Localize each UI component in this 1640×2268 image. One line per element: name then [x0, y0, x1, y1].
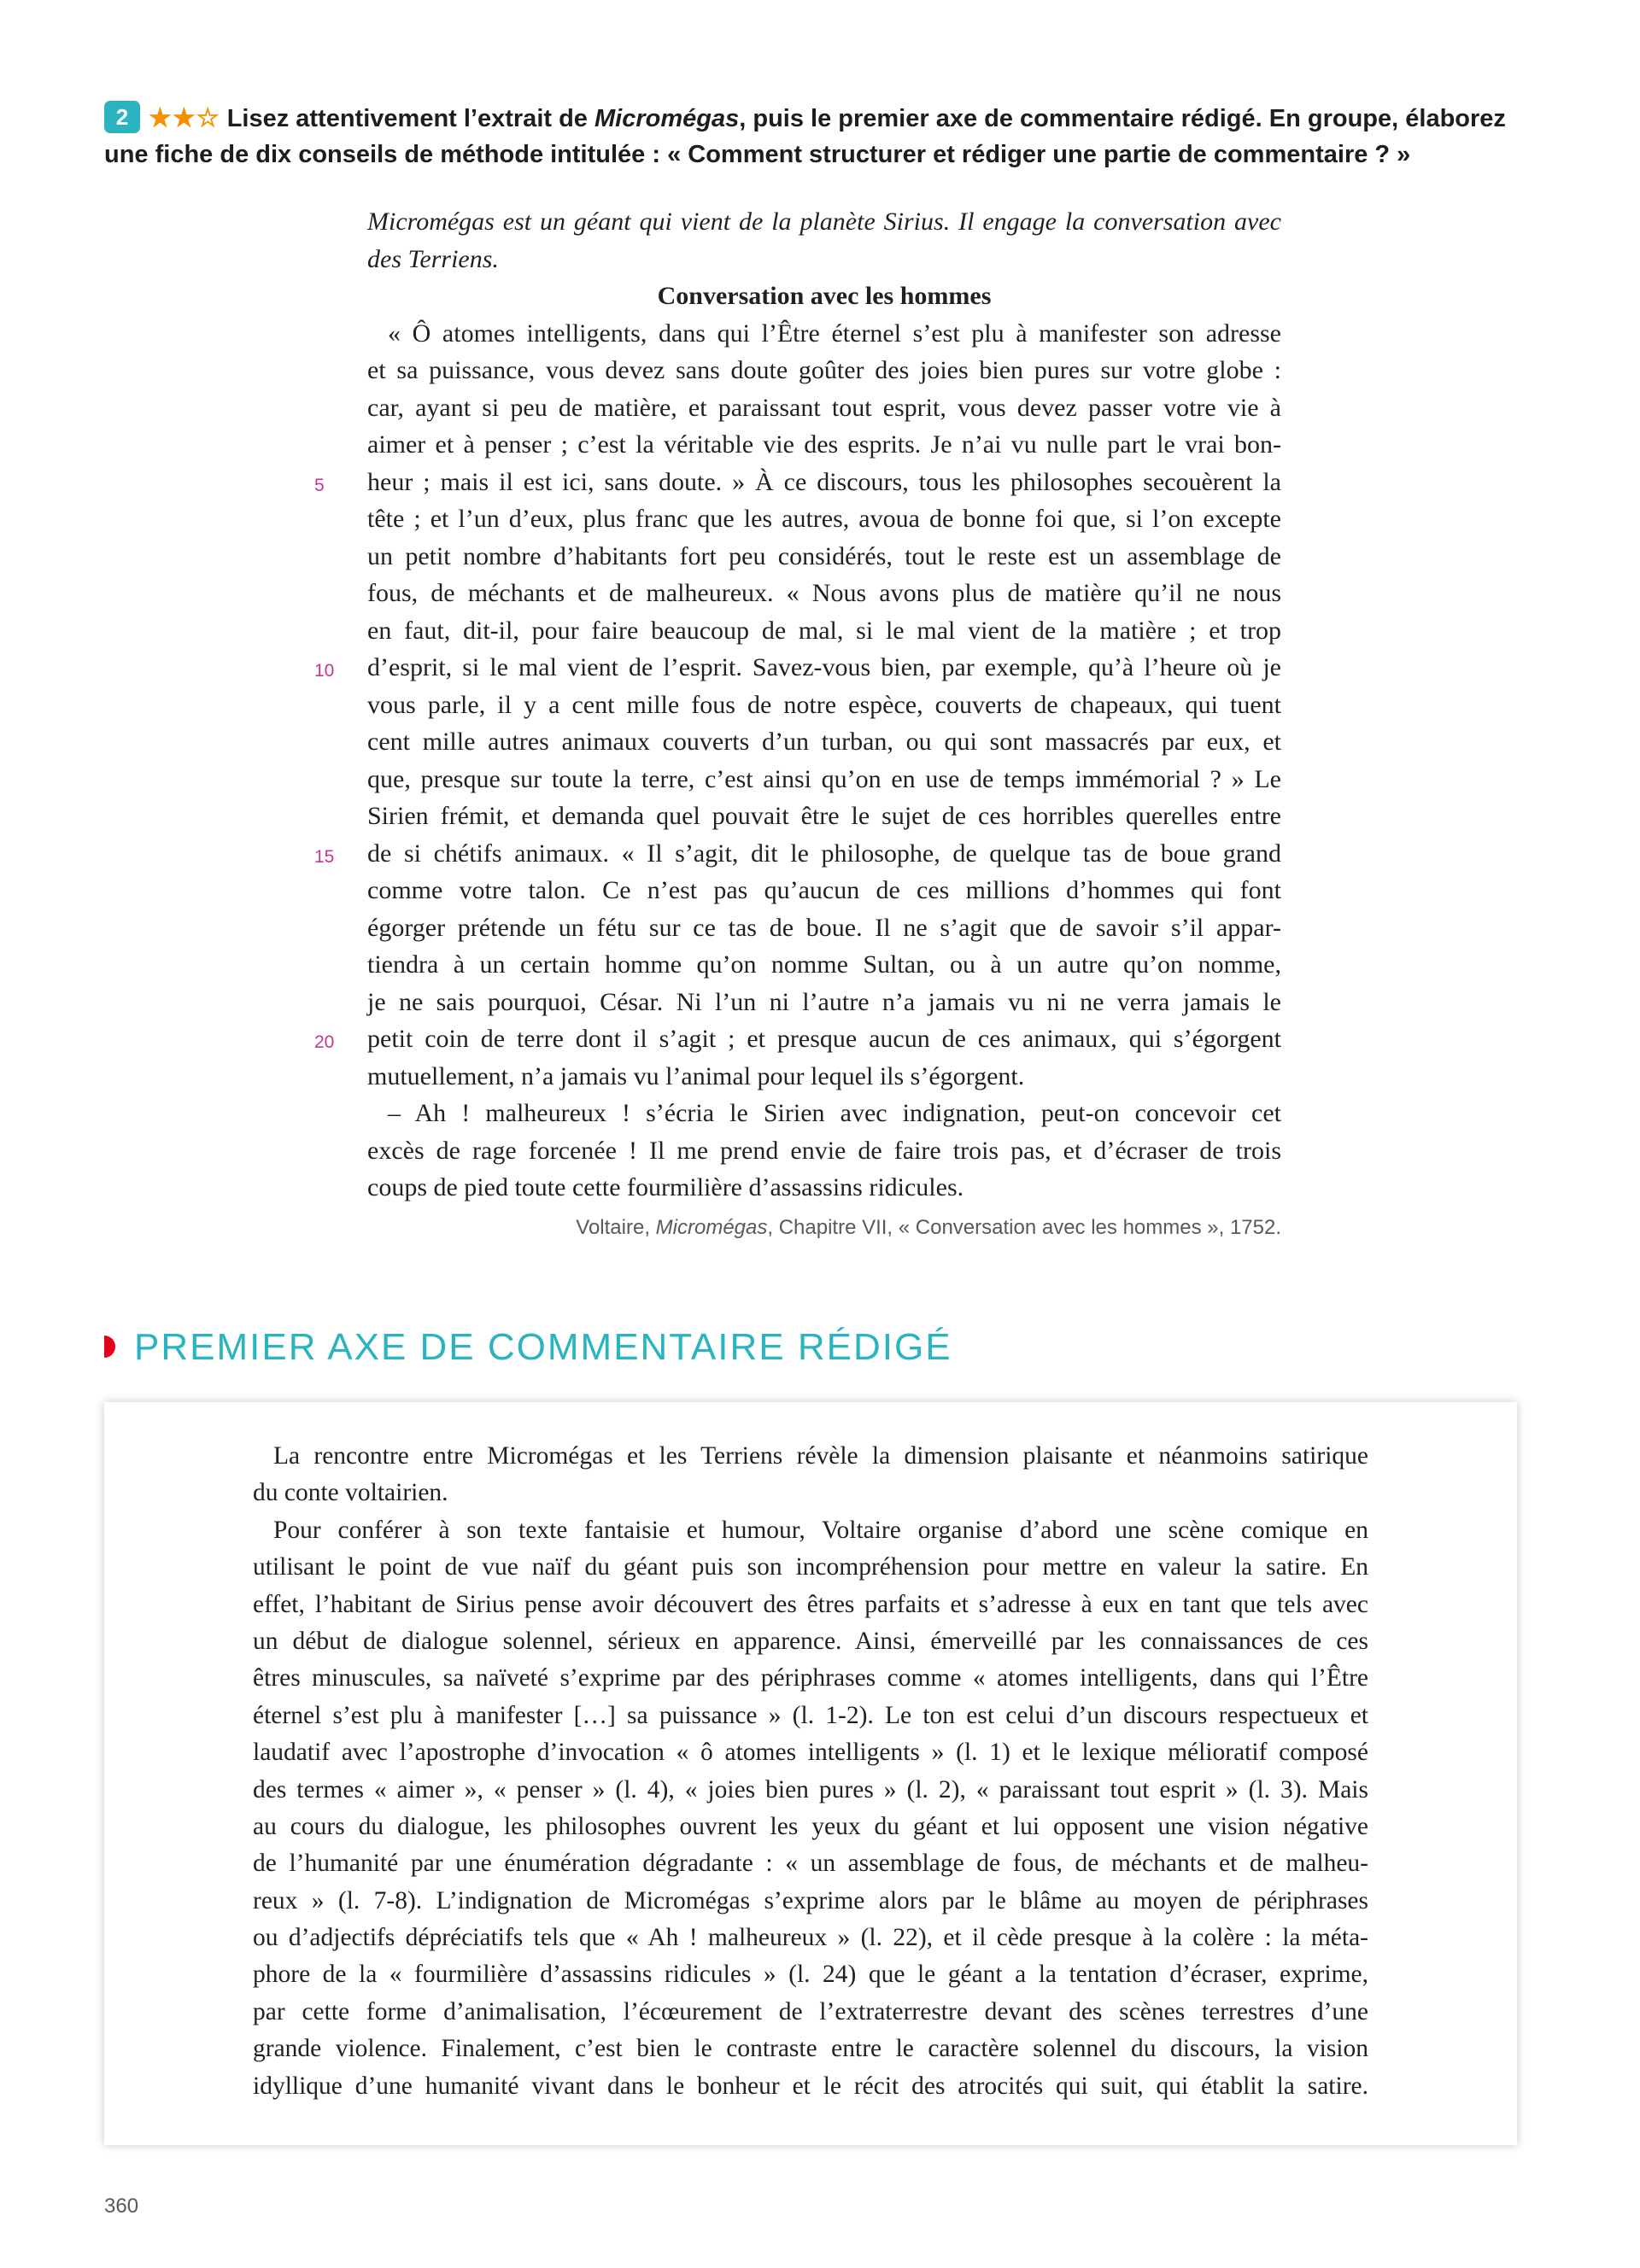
excerpt-body: [314, 315, 1281, 1207]
excerpt-line: [314, 835, 1281, 873]
commentary-line: éternel s’est plu à manifester […] sa puissance » (l. 1-2). Le ton est celui d’un discours respectueux et: [253, 1701, 1368, 1729]
excerpt-line: [367, 500, 1281, 538]
excerpt-line-text: de si chétifs animaux. « Il s’agit, dit le philosophe, de quelque tas de boue grand: [367, 839, 1281, 868]
excerpt-source: Voltaire, Micromégas, Chapitre VII, « Conversation avec les hommes », 1752.: [576, 1215, 1281, 1239]
excerpt-line: [367, 687, 1281, 724]
commentary-line: grande violence. Finalement, c’est bien le contraste entre le caractère solennel du discours, la vision: [253, 2035, 1368, 2063]
excerpt-line-text: cent mille autres animaux couverts d’un turban, ou qui sont massacrés par eux, et: [367, 728, 1281, 756]
half-circle-bullet-icon: [104, 1336, 115, 1358]
exercise-number-badge: 2: [104, 101, 140, 133]
commentary-line: de l’humanité par une énumération dégradante : « un assemblage de fous, de méchants et de malheu-: [253, 1850, 1368, 1878]
excerpt-line-text: je ne sais pourquoi, César. Ni l’un ni l’autre n’a jamais vu ni ne verra jamais le: [367, 987, 1281, 1016]
excerpt-line-text: et sa puissance, vous devez sans doute goûter des joies bien pures sur votre globe :: [367, 356, 1281, 384]
excerpt-line: [367, 909, 1281, 947]
excerpt-line: [367, 1132, 1281, 1170]
excerpt-line-text: que, presque sur toute la terre, c’est ainsi qu’on en use de temps immémorial ? » Le: [367, 764, 1281, 793]
intro-line: des Terriens.: [367, 244, 499, 273]
excerpt-line: [367, 1169, 1281, 1207]
commentary-line: La rencontre entre Micromégas et les Terriens révèle la dimension plaisante et néanmoins satirique: [273, 1442, 1368, 1470]
commentary-line: êtres minuscules, sa naïveté s’exprime par des périphrases comme « atomes intelligents, dans qui l’Être: [253, 1664, 1368, 1692]
excerpt-line-text: heur ; mais il est ici, sans doute. » À ce discours, tous les philosophes secouèrent la: [367, 467, 1281, 496]
commentary-line: des termes « aimer », « penser » (l. 4), « joies bien pures » (l. 2), « paraissant tout esprit » (l. 3). Mais: [253, 1775, 1368, 1803]
commentary-line: au cours du dialogue, les philosophes ouvrent les yeux du géant et lui opposent une vision négative: [253, 1812, 1368, 1840]
excerpt-line-text: égorger prétende un fétu sur ce tas de boue. Il ne s’agit que de savoir s’il appar-: [367, 913, 1281, 942]
excerpt-line-text: vous parle, il y a cent mille fous de notre espèce, couverts de chapeaux, qui tuent: [367, 690, 1281, 719]
commentary-line: reux » (l. 7-8). L’indignation de Micromégas s’exprime alors par le blâme au moyen de périphrases: [253, 1886, 1368, 1914]
excerpt-line: [367, 872, 1281, 909]
excerpt-line-text: – Ah ! malheureux ! s’écria le Sirien avec indignation, peut-on concevoir cet: [388, 1099, 1281, 1127]
commentary-line: idyllique d’une humanité vivant dans le bonheur et le récit des atrocités qui suit, qui établit la satire.: [253, 2072, 1368, 2100]
line-number: 20: [314, 1032, 335, 1052]
excerpt-line: [367, 538, 1281, 576]
commentary-line: ou d’adjectifs dépréciatifs tels que « Ah ! malheureux » (l. 22), et il cède presque à la colère : la méta-: [253, 1924, 1368, 1952]
line-number: 15: [314, 846, 335, 867]
exercise-instruction: [104, 101, 1539, 172]
excerpt-line-text: Sirien frémit, et demanda quel pouvait être le sujet de ces horribles querelles entre: [367, 802, 1281, 830]
excerpt-line-text: en faut, dit-il, pour faire beaucoup de mal, si le mal vient de la matière ; et trop: [367, 616, 1281, 645]
excerpt-line: [367, 352, 1281, 389]
excerpt-line: [367, 1058, 1281, 1096]
excerpt-line-text: mutuellement, n’a jamais vu l’animal pour lequel ils s’égorgent.: [367, 1061, 1025, 1090]
excerpt-line: [367, 389, 1281, 427]
excerpt-line-text: petit coin de terre dont il s’agit ; et presque aucun de ces animaux, qui s’égorgent: [367, 1025, 1281, 1053]
commentary-line: Pour conférer à son texte fantaisie et humour, Voltaire organise d’abord une scène comique en: [273, 1516, 1368, 1544]
excerpt-title: Conversation avec les hommes: [657, 282, 992, 310]
excerpt-line: [367, 575, 1281, 612]
excerpt-line: [367, 426, 1281, 464]
difficulty-stars-icon: ★★☆: [149, 104, 220, 132]
excerpt-line: [367, 798, 1281, 835]
line-number: 10: [314, 661, 335, 681]
excerpt-line-text: aimer et à penser ; c’est la véritable vie des esprits. Je n’ai vu nulle part le vrai bon-: [367, 430, 1281, 459]
exercise-text: Lisez attentivement l’extrait de Micromégas, puis le premier axe de commentaire rédigé. En groupe, élaborez une fiche de dix conseils de méthode intitulée : « Comment structurer et rédiger une partie de commentaire ? »: [104, 105, 1506, 168]
section-title: PREMIER AXE DE COMMENTAIRE RÉDIGÉ: [134, 1326, 952, 1368]
commentary-line: un début de dialogue solennel, sérieux en apparence. Ainsi, émerveillé par les connaissances de ces: [253, 1627, 1368, 1655]
commentary-line: laudatif avec l’apostrophe d’invocation « ô atomes intelligents » (l. 1) et le lexique mélioratif composé: [253, 1739, 1368, 1767]
excerpt-line: [367, 315, 1281, 353]
commentary-line: par cette forme d’animalisation, l’écœurement de l’extraterrestre devant des scènes terrestres d’une: [253, 1997, 1368, 2025]
excerpt-line-text: car, ayant si peu de matière, et paraissant tout esprit, vous devez passer votre vie à: [367, 393, 1281, 422]
line-number: 5: [314, 475, 325, 495]
excerpt-line: [367, 984, 1281, 1021]
excerpt-line-text: un petit nombre d’habitants fort peu considérés, tout le reste est un assemblage de: [367, 541, 1281, 570]
excerpt-line: [367, 723, 1281, 761]
excerpt-line: [314, 1020, 1281, 1058]
excerpt-line-text: d’esprit, si le mal vient de l’esprit. Savez-vous bien, par exemple, qu’à l’heure où je: [367, 653, 1281, 681]
excerpt-line-text: « Ô atomes intelligents, dans qui l’Être éternel s’est plu à manifester son adresse: [388, 319, 1281, 348]
commentary-line: phore de la « fourmilière d’assassins ridicules » (l. 24) que le géant a la tentation d’écraser, exprime,: [253, 1961, 1368, 1989]
excerpt-line: [367, 1095, 1281, 1132]
commentary-line: effet, l’habitant de Sirius pense avoir découvert des êtres parfaits et s’adresse à eux en tant que tels avec: [253, 1590, 1368, 1618]
excerpt-line-text: excès de rage forcenée ! Il me prend envie de faire trois pas, et d’écraser de trois: [367, 1136, 1281, 1165]
page-number: 360: [104, 2195, 139, 2218]
excerpt-line: [367, 761, 1281, 798]
excerpt-line-text: fous, de méchants et de malheureux. « Nous avons plus de matière qu’il ne nous: [367, 579, 1281, 607]
excerpt-line: [314, 464, 1281, 501]
excerpt-line-text: tiendra à un certain homme qu’on nomme Sultan, ou à un autre qu’on nomme,: [367, 950, 1281, 979]
excerpt-line: [367, 946, 1281, 984]
commentary-line: du conte voltairien.: [253, 1479, 448, 1507]
excerpt-line: [314, 649, 1281, 687]
excerpt-line-text: tête ; et l’un d’eux, plus franc que les autres, avoua de bonne foi que, si l’on excepte: [367, 505, 1281, 533]
section-heading: [104, 1322, 952, 1373]
commentary-text: [253, 1438, 1368, 2105]
commentary-line: utilisant le point de vue naïf du géant puis son incompréhension pour mettre en valeur la satire. En: [253, 1553, 1368, 1581]
excerpt-line-text: coups de pied toute cette fourmilière d’assassins ridicules.: [367, 1173, 964, 1201]
excerpt-line-text: comme votre talon. Ce n’est pas qu’aucun de ces millions d’hommes qui font: [367, 876, 1281, 904]
intro-line: Micromégas est un géant qui vient de la planète Sirius. Il engage la conversation avec: [367, 208, 1281, 236]
literary-excerpt: [314, 203, 1281, 1242]
excerpt-line: [367, 612, 1281, 650]
excerpt-intro: [367, 203, 1281, 278]
commentary-box: [104, 1402, 1517, 2145]
